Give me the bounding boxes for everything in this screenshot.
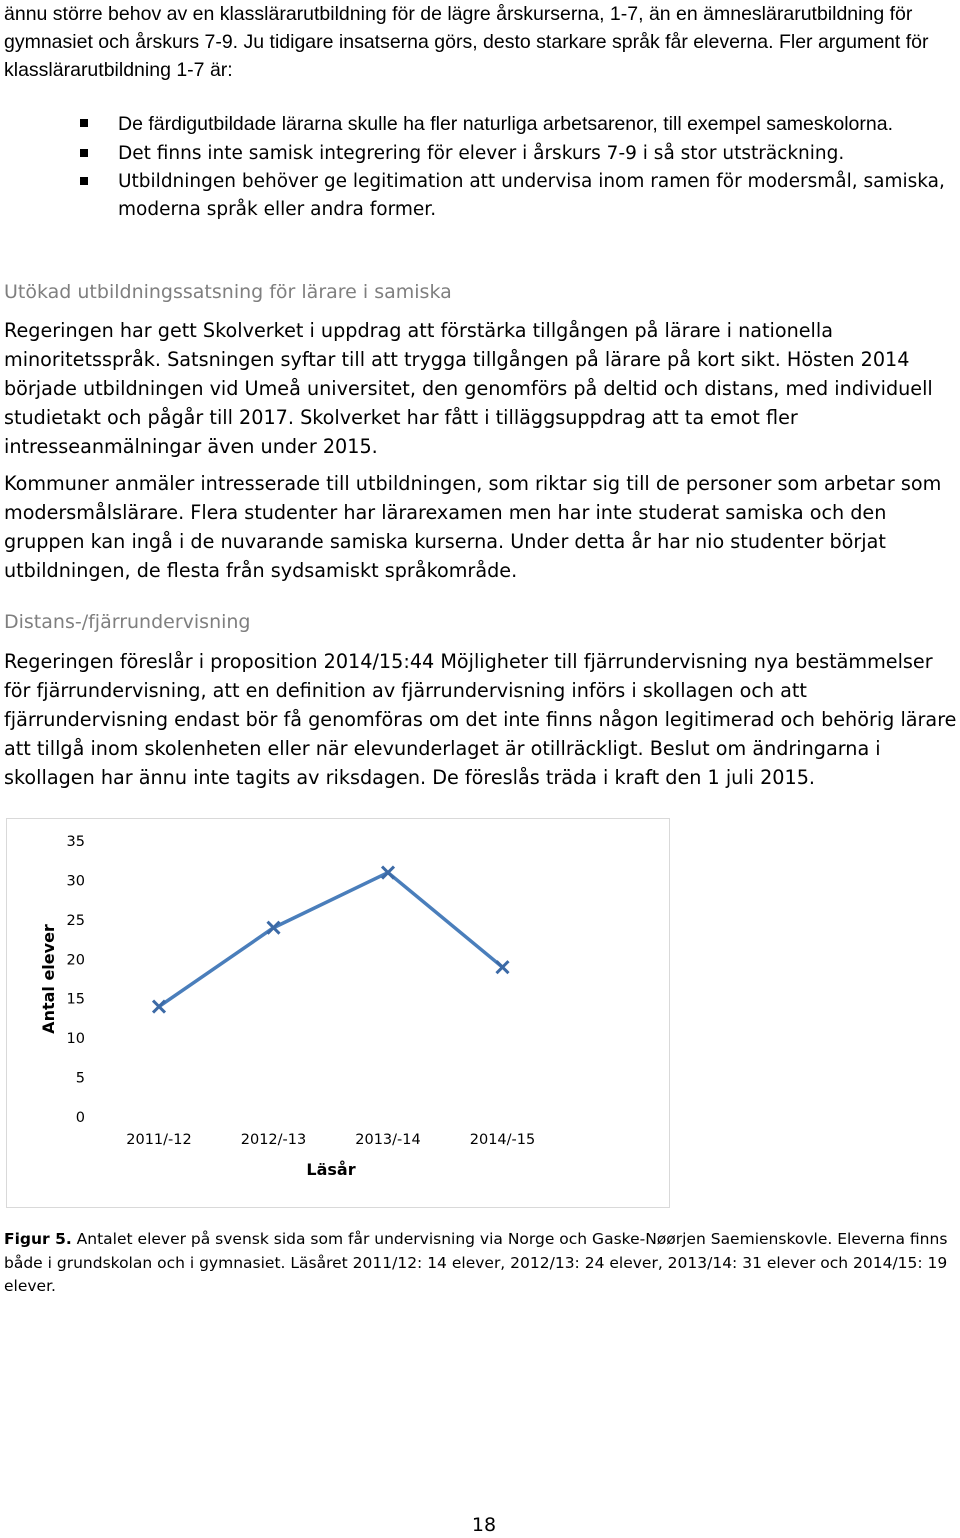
bullet-square-icon <box>80 119 88 127</box>
data-point-marker <box>382 867 394 879</box>
data-point-marker <box>268 922 280 934</box>
caption-label: Figur 5. <box>4 1230 72 1248</box>
page-number: 18 <box>471 1514 497 1536</box>
y-tick-label: 30 <box>66 873 85 890</box>
line-chart <box>6 818 670 1208</box>
section-heading: Utökad utbildningssatsning för lärare i samiska <box>4 281 452 303</box>
y-tick-label: 15 <box>66 991 85 1008</box>
y-tick-label: 20 <box>66 952 85 969</box>
list-item-text: Utbildningen behöver ge legitimation att undervisa inom ramen för modersmål, samiska, moderna språk eller andra former. <box>118 171 945 220</box>
y-tick-label: 25 <box>66 912 85 929</box>
y-tick-label: 10 <box>66 1031 85 1048</box>
argument-list <box>80 110 956 224</box>
caption-text: Antalet elever på svensk sida som får undervisning via Norge och Gaske-Nøørjen Saemienskovle. Eleverna finns både i grundskolan och i gymnasiet. Läsåret 2011/12: 14 elever, 2012/13: 24 elever, 2013/14: 31 elever och 2014/15: 19 elever. <box>4 1230 948 1295</box>
section-heading: Distans-/fjärrundervisning <box>4 611 251 633</box>
list-item-text: Det finns inte samisk integrering för elever i årskurs 7-9 i så stor utsträckning. <box>118 143 845 164</box>
y-tick-label: 35 <box>66 834 85 850</box>
intro-paragraph: ännu större behov av en klasslärarutbildning för de lägre årskurserna, 1-7, än en ämneslärarutbildning för gymnasiet och årskurs 7-9. Ju tidigare insatserna görs, desto starkare språk får eleverna. Fler argument för klasslärarutbildning 1-7 är: <box>4 3 929 81</box>
y-tick-label: 0 <box>75 1110 85 1126</box>
list-item <box>80 110 956 138</box>
x-tick-label: 2011/-12 <box>126 1132 192 1148</box>
x-tick-label: 2013/-14 <box>355 1132 421 1148</box>
x-axis-title: Läsår <box>306 1160 356 1179</box>
body-paragraph: Kommuner anmäler intresserade till utbildningen, som riktar sig till de personer som arbetar som modersmålslärare. Flera studenter har lärarexamen men har inte studerat samiska och den gruppen kan ingå i de nuvarande samiska kurserna. Under detta år har nio studenter börjat utbildningen, de flesta från sydsamiskt språkområde. <box>4 472 942 582</box>
x-tick-label: 2014/-15 <box>469 1132 536 1148</box>
list-item-text: De färdigutbildade lärarna skulle ha fler naturliga arbetsarenor, till exempel sameskolorna. <box>118 113 894 135</box>
list-item <box>80 140 956 168</box>
body-paragraph: Regeringen föreslår i proposition 2014/15:44 Möjligheter till fjärrundervisning nya bestämmelser för fjärrundervisning, att en definition av fjärrundervisning införs i skollagen och att fjärrundervisning endast bör få genomföras om det inte finns någon legitimerad och behörig lärare att tillgå inom skolenheten eller när elevunderlaget är otillräckligt. Beslut om ändringarna i skollagen har ännu inte tagits av riksdagen. De föreslås träda i kraft den 1 juli 2015. <box>4 650 957 789</box>
series-line <box>159 873 503 1007</box>
figure-caption <box>4 1228 954 1299</box>
list-item <box>80 168 956 224</box>
data-point-marker <box>497 961 509 973</box>
bullet-square-icon <box>80 177 88 185</box>
x-tick-label: 2012/-13 <box>240 1132 307 1148</box>
body-paragraph: Regeringen har gett Skolverket i uppdrag att förstärka tillgången på lärare i nationella minoritetsspråk. Satsningen syftar till att trygga tillgången på lärare på kort sikt. Hösten 2014 började utbildningen vid Umeå universitet, den genomförs på deltid och distans, med individuell studietakt och pågår till 2017. Skolverket har fått i tilläggsuppdrag att ta emot fler intresseanmälningar även under 2015. <box>4 319 933 458</box>
y-tick-label: 5 <box>75 1070 85 1087</box>
data-point-marker <box>153 1001 165 1013</box>
y-axis-title: Antal elever <box>39 924 58 1034</box>
bullet-square-icon <box>80 149 88 157</box>
chart-canvas <box>7 819 671 1209</box>
